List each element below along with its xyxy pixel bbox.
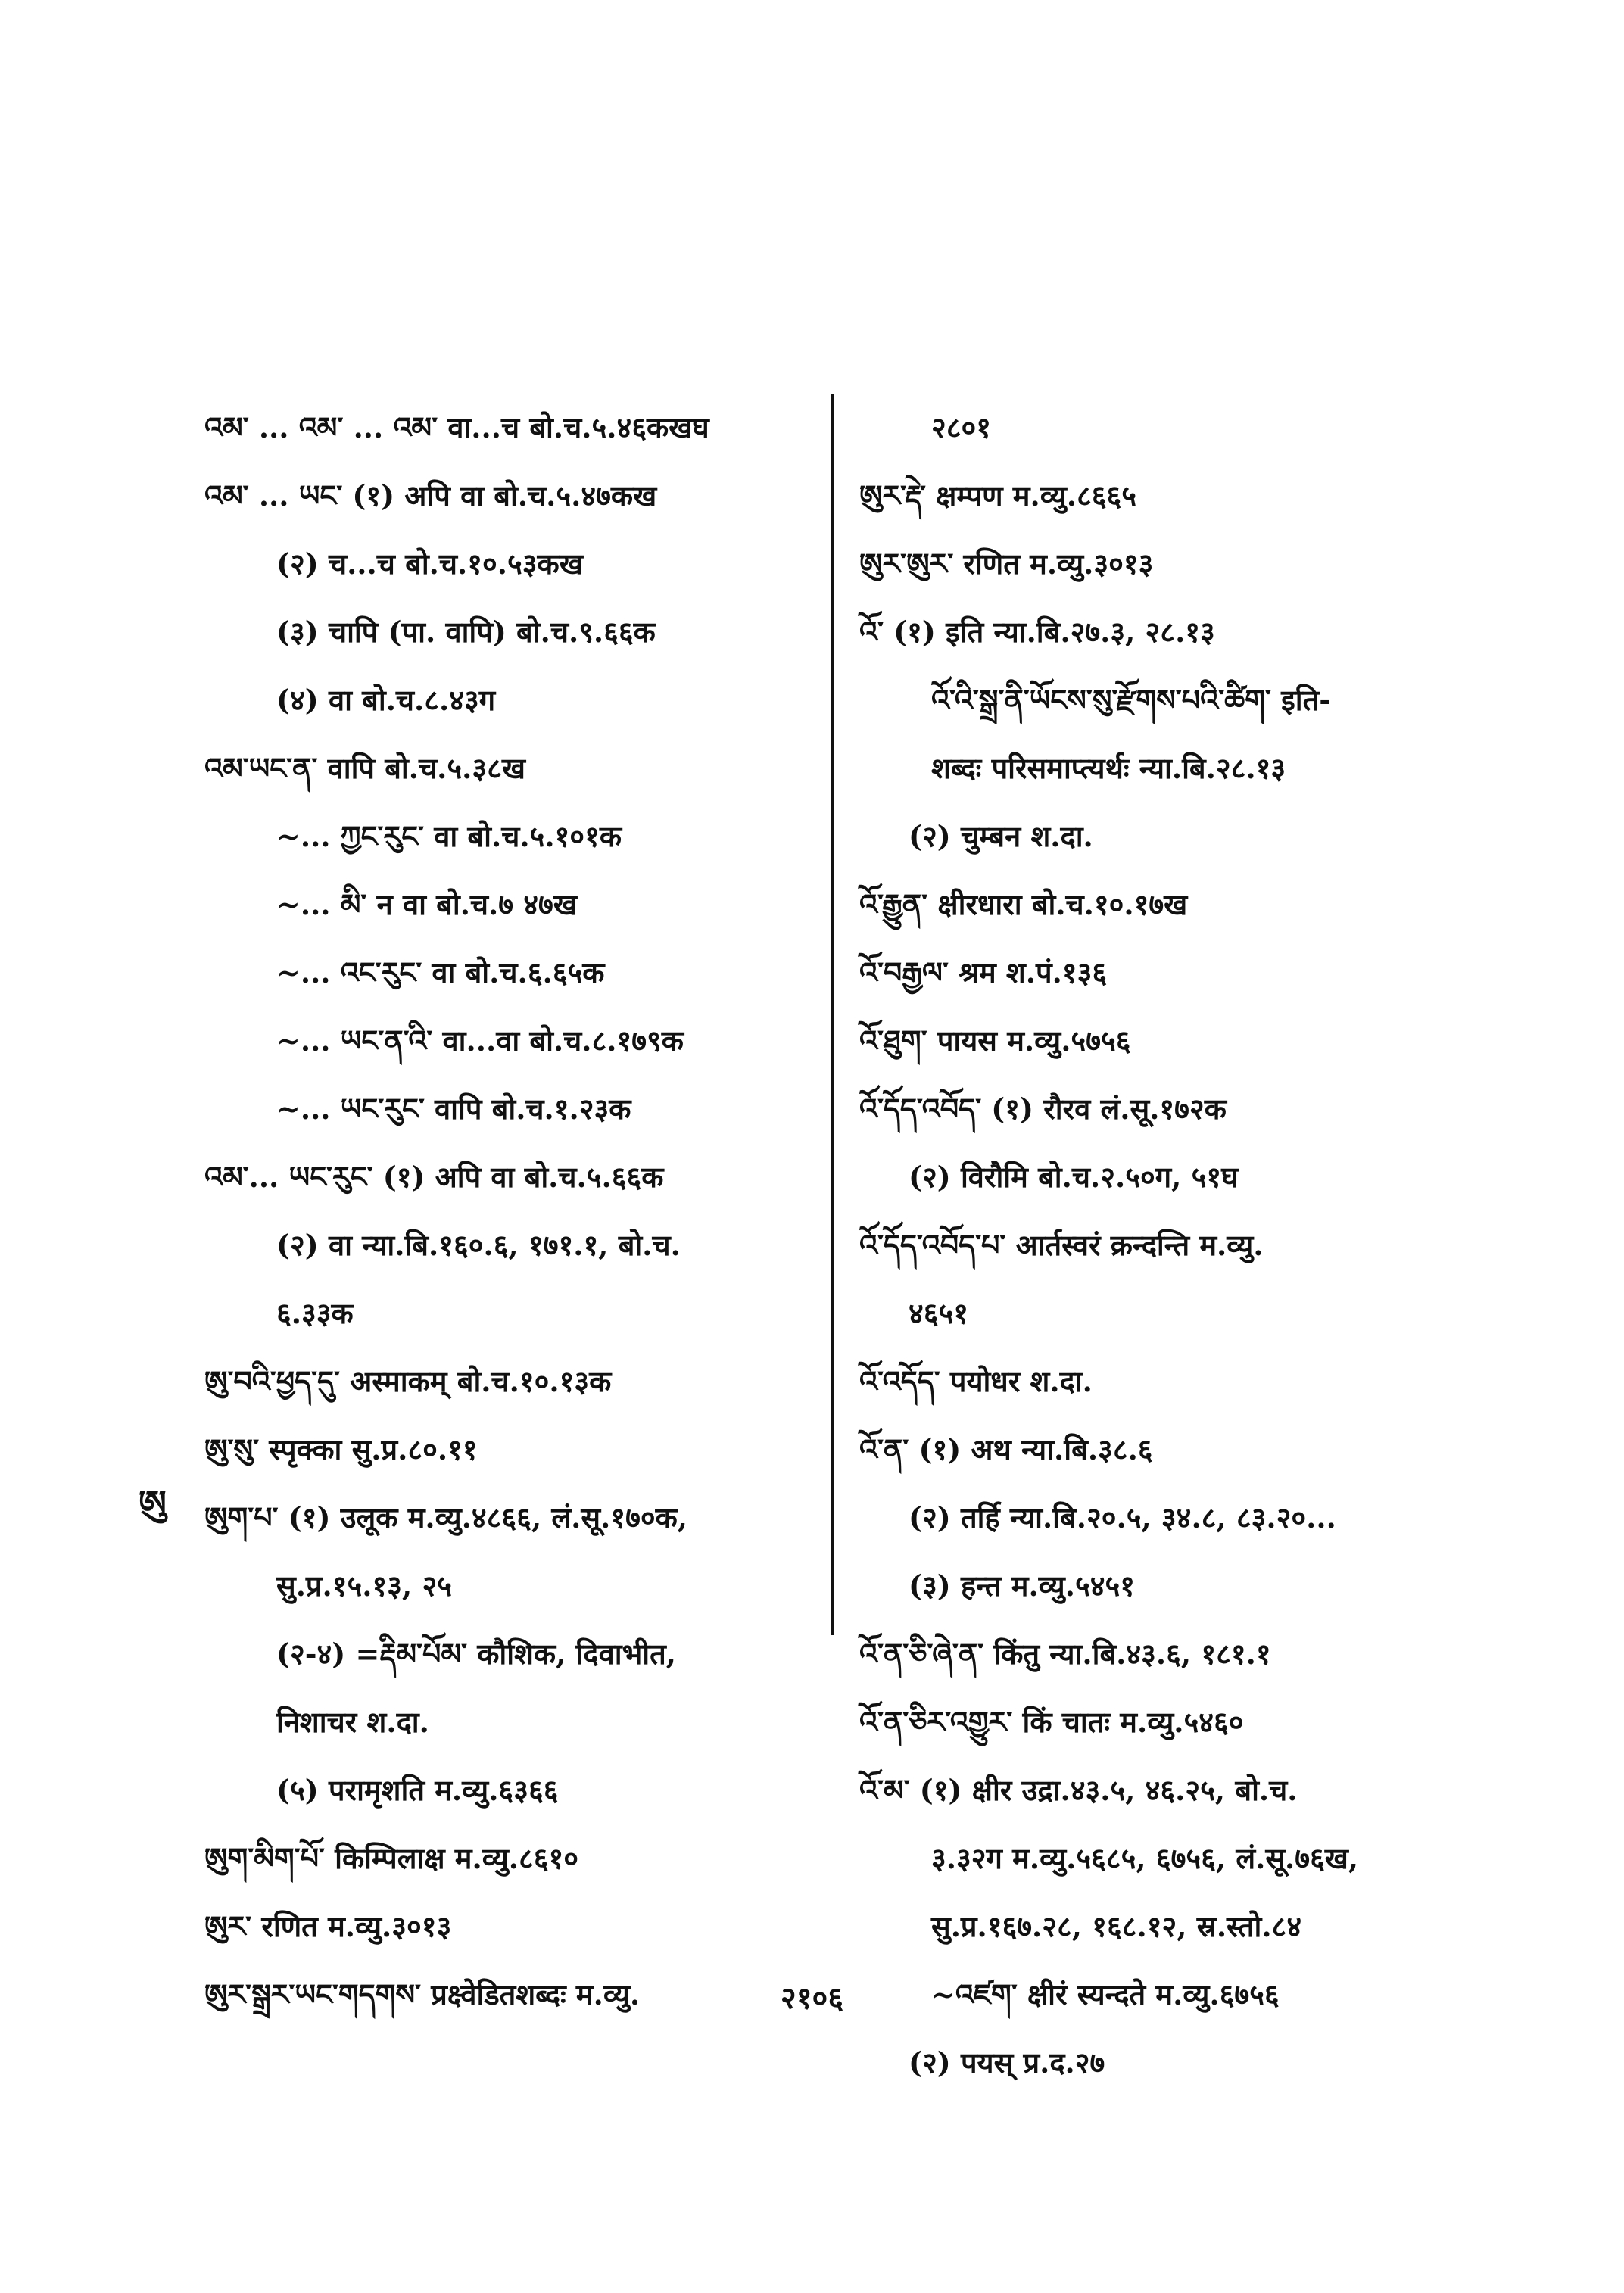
dictionary-line: ~... ཀྱང་རུང་ वा बो.च.५.१०१क: [276, 819, 622, 853]
dictionary-line: (२) वा न्या.बि.१६०.६, १७१.१, बो.च.: [276, 1228, 681, 1262]
dictionary-line: ཨུར་ཨུར་ रणित म.व्यु.३०१३: [859, 547, 1154, 581]
dictionary-line: निशाचर श.दा.: [276, 1705, 429, 1739]
dictionary-line: ३.३२ग म.व्यु.५६८५, ६७५६, लं.सू.७६ख,: [931, 1841, 1359, 1875]
dictionary-line: འོ་འདོད་ पयोधर श.दा.: [859, 1364, 1093, 1398]
dictionary-line: འོ་མ་ (१) क्षीर उद्रा.४३.५, ४६.२५, बो.च.: [859, 1773, 1298, 1807]
dictionary-line: ཨུག་མིག་པོ་ किम्पिलाक्ष म.व्यु.८६१०: [204, 1841, 579, 1875]
dictionary-line: ~... འང་རུང་ वा बो.च.६.६५क: [276, 955, 605, 989]
dictionary-line: འམ་ཡང་ན་ वापि बो.च.५.३८ख: [204, 751, 525, 785]
dictionary-line: འོ་འི་སྒྲ་ནི་ཡོངས་སུ་རྫོགས་པའི་ཚིག་ इति-: [931, 683, 1332, 717]
dictionary-line: २८०१: [931, 410, 992, 444]
side-section-mark: ཨུ: [139, 1482, 167, 1523]
left-column: [204, 394, 810, 2029]
dictionary-line: ६.३३क: [276, 1296, 354, 1330]
dictionary-line: (२-४) =རྡིམ་པོམ་ कौशिक, दिवाभीत,: [276, 1637, 677, 1671]
dictionary-line: ४६५१: [909, 1296, 969, 1330]
dictionary-line: (४) वा बो.च.८.४३ग: [276, 683, 496, 717]
dictionary-line: ~... ཡང་རུང་ वापि बो.च.१.२३क: [276, 1092, 631, 1126]
dictionary-line: ཨུ་སུ་ स्पृक्का सु.प्र.८०.११: [204, 1432, 478, 1466]
dictionary-line: (२) च...च बो.च.१०.५३कख: [276, 547, 583, 581]
dictionary-line: འོ་ (१) इति न्या.बि.२७.३, २८.१३: [859, 615, 1215, 649]
dictionary-line: ཨུར་སྒྲར་ཡང་གདགས་ प्रक्ष्वेडितशब्दः म.व्यु.: [204, 1977, 641, 2011]
dictionary-line: ~... ཡང་ན་འི་ वा...वा बो.च.८.१७९क: [276, 1023, 684, 1058]
dictionary-line: ཨུག་པ་ (१) उलूक म.व्यु.४८६६, लं.सू.१७०क,: [204, 1500, 688, 1534]
dictionary-line: (२) पयस् प्र.द.२७: [909, 2045, 1105, 2080]
dictionary-line: (३) चापि (पा. वापि) बो.च.९.६६क: [276, 615, 656, 649]
dictionary-line: (२) विरौमि बो.च.२.५०ग, ५१घ: [909, 1160, 1239, 1194]
dictionary-line: ཨུ་བའི་ཕྱད་དུ་ अस्माकम् बो.च.१०.१३क: [204, 1364, 612, 1398]
page-number: २१०६: [780, 1980, 844, 2016]
dictionary-line: འོ་ན་ཅིར་འགྱུར་ किं चातः म.व्यु.५४६०: [859, 1705, 1244, 1739]
dictionary-line: शब्दः परिसमाप्त्यर्थः न्या.बि.२८.१३: [931, 751, 1286, 785]
dictionary-line: འོ་ན་ (१) अथ न्या.बि.३८.६: [859, 1432, 1153, 1466]
column-divider: [831, 394, 834, 1635]
right-column: [859, 394, 1457, 2097]
dictionary-line: ~... མི་ न वा बो.च.७ ४७ख: [276, 887, 577, 921]
dictionary-line: འོ་རྒྱུན་ क्षीरधारा बो.च.१०.१७ख: [859, 887, 1188, 921]
dictionary-line: འམ་ ... འམ་ ... འམ་ वा...च बो.च.५.४६कखघ: [204, 410, 709, 444]
dictionary-line: འོ་ན་ཅི་ཞེ་ན་ किंतु न्या.बि.४३.६, १८१.१: [859, 1637, 1271, 1671]
dictionary-line: (२) चुम्बन श.दा.: [909, 819, 1093, 853]
dictionary-line: ~འཛག་ क्षीरं स्यन्दते म.व्यु.६७५६: [931, 1977, 1280, 2011]
dictionary-line: (२) तर्हि न्या.बि.२०.५, ३४.८, ८३.२०...: [909, 1500, 1336, 1534]
dictionary-line: ཨུར་ रणित म.व्यु.३०१३: [204, 1909, 452, 1943]
dictionary-line: सु.प्र.१५.१३, २५: [276, 1569, 453, 1603]
dictionary-line: सु.प्र.१६७.२८, १६८.१२, स्र.स्तो.८४: [931, 1909, 1302, 1943]
dictionary-line: འོ་ཐུག་ पायस म.व्यु.५७५६: [859, 1023, 1131, 1058]
dictionary-line: འོ་དོད་འབོད་པ་ आर्तस्वरं क्रन्दन्ति म.व्यु.: [859, 1228, 1264, 1262]
dictionary-line: འམ་ ... ཡང་ (१) अपि वा बो.च.५.४७कख: [204, 478, 657, 512]
dictionary-line: འོ་དོད་འབོད་ (१) रौरव लं.सू.१७२क: [859, 1092, 1227, 1126]
dictionary-line: འོ་བརྒྱལ་ श्रम श.पं.१३६: [859, 955, 1108, 989]
dictionary-line: འམ་... ཡང་རུང་ (१) अपि वा बो.च.५.६६क: [204, 1160, 664, 1194]
dictionary-line: ཨུར་རྡེ་ क्षम्पण म.व्यु.८६६५: [859, 478, 1137, 512]
dictionary-line: (५) परामृशति म.व्यु.६३६६: [276, 1773, 559, 1807]
dictionary-line: (३) हन्त म.व्यु.५४५१: [909, 1569, 1135, 1603]
